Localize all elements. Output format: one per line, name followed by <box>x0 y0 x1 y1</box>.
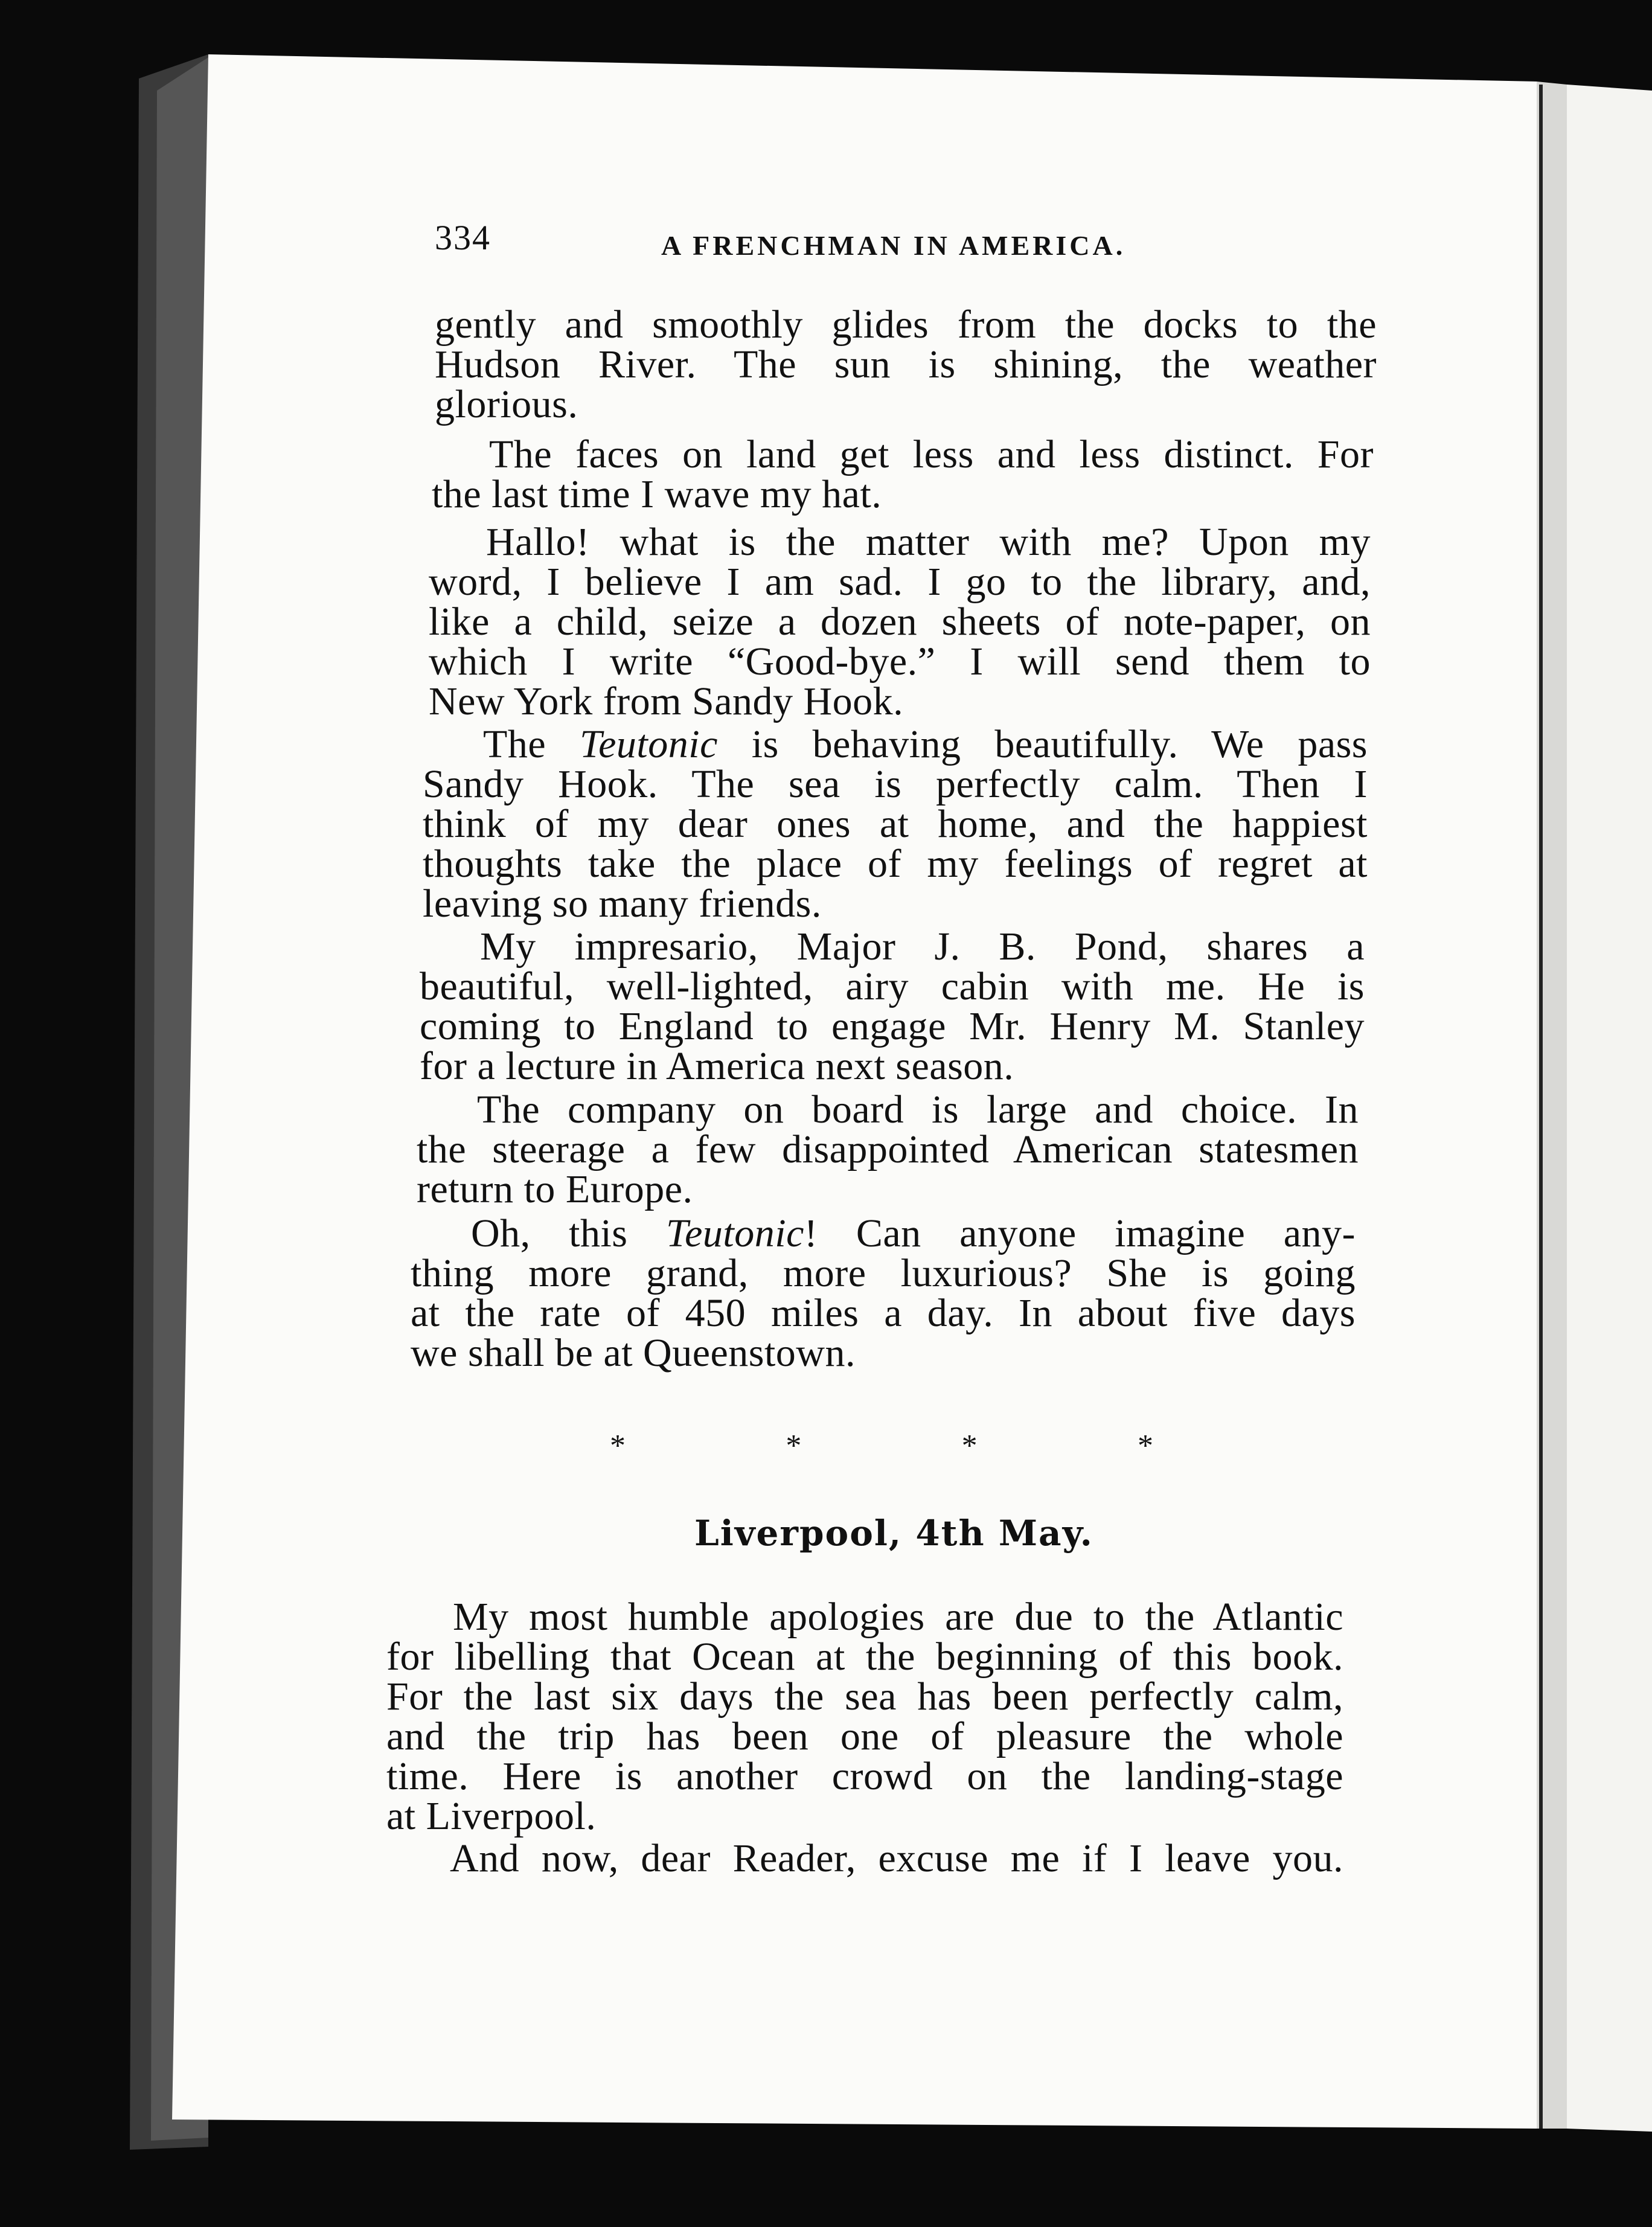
text-line: My most humble apologies are due to the Atlantic <box>453 1595 1343 1639</box>
asterisk: * <box>610 1429 626 1463</box>
paragraph-farewell <box>386 1836 1343 1880</box>
text-line: Sandy Hook. The sea is perfectly calm. Then I <box>423 762 1368 806</box>
text-line: the last time I wave my hat. <box>432 472 882 516</box>
page-number: 334 <box>435 218 491 257</box>
paragraph-faces <box>432 432 1374 516</box>
text-line: The company on board is large and choice. In <box>477 1088 1359 1132</box>
text-line: the steerage a few disappointed American statesmen <box>417 1127 1359 1171</box>
paragraph-departure <box>435 305 1377 425</box>
asterisk: * <box>961 1429 978 1463</box>
text-line: My impresario, Major J. B. Pond, shares a <box>480 924 1365 969</box>
text-line: The Teutonic is behaving beautifully. We pass <box>483 722 1368 766</box>
text-line: thoughts take the place of my feelings of regret at <box>423 842 1368 886</box>
text-line: for a lecture in America next season. <box>420 1044 1014 1088</box>
text-line: beautiful, well-lighted, airy cabin with me. He is <box>420 964 1365 1008</box>
asterisk: * <box>1137 1429 1153 1463</box>
text-line: gently and smoothly glides from the docks to the <box>435 303 1377 347</box>
text-line: and the trip has been one of pleasure the whole <box>386 1714 1343 1758</box>
text-line: return to Europe. <box>417 1167 693 1211</box>
paragraph-impresario <box>420 924 1365 1088</box>
section-separator <box>610 1428 1153 1464</box>
paragraph-teutonic-behaving <box>423 722 1368 926</box>
text-line: at Liverpool. <box>386 1794 597 1838</box>
text-line: think of my dear ones at home, and the happiest <box>423 802 1368 846</box>
text-line: glorious. <box>435 382 578 426</box>
text-line: And now, dear Reader, excuse me if I leave you. <box>450 1836 1343 1880</box>
running-head: A FRENCHMAN IN AMERICA. <box>661 230 1126 261</box>
text-line: we shall be at Queenstown. <box>411 1331 856 1375</box>
text-line: which I write “Good-bye.” I will send them to <box>429 639 1371 684</box>
dateline-heading: Liverpool, 4th May. <box>694 1513 1093 1554</box>
text-line: For the last six days the sea has been perfectly calm, <box>386 1674 1343 1719</box>
text-line: time. Here is another crowd on the landing-stage <box>386 1754 1343 1798</box>
text-line: coming to England to engage Mr. Henry M. Stanley <box>420 1004 1365 1048</box>
text-line: at the rate of 450 miles a day. In about five days <box>411 1291 1356 1335</box>
text-line: word, I believe I am sad. I go to the library, and, <box>429 560 1371 604</box>
text-line: for libelling that Ocean at the beginning of this book. <box>386 1635 1343 1679</box>
ship-name: Teutonic <box>665 1211 804 1255</box>
paragraph-company <box>417 1090 1359 1210</box>
text-line: New York from Sandy Hook. <box>429 679 904 723</box>
text-line: Oh, this Teutonic! Can anyone imagine any- <box>471 1211 1356 1255</box>
paragraph-hallo <box>429 522 1371 722</box>
paragraph-apologies <box>386 1597 1343 1836</box>
text-line: Hallo! what is the matter with me? Upon my <box>486 520 1371 564</box>
text-line: Hudson River. The sun is shining, the weather <box>435 342 1377 386</box>
asterisk: * <box>786 1429 802 1463</box>
text-line: like a child, seize a dozen sheets of note-paper, on <box>429 600 1371 644</box>
text-line: The faces on land get less and less distinct. For <box>489 432 1374 476</box>
ship-name: Teutonic <box>579 722 718 766</box>
paragraph-oh-teutonic <box>411 1211 1356 1375</box>
text-line: leaving so many friends. <box>423 882 822 926</box>
text-line: thing more grand, more luxurious? She is going <box>411 1251 1356 1295</box>
